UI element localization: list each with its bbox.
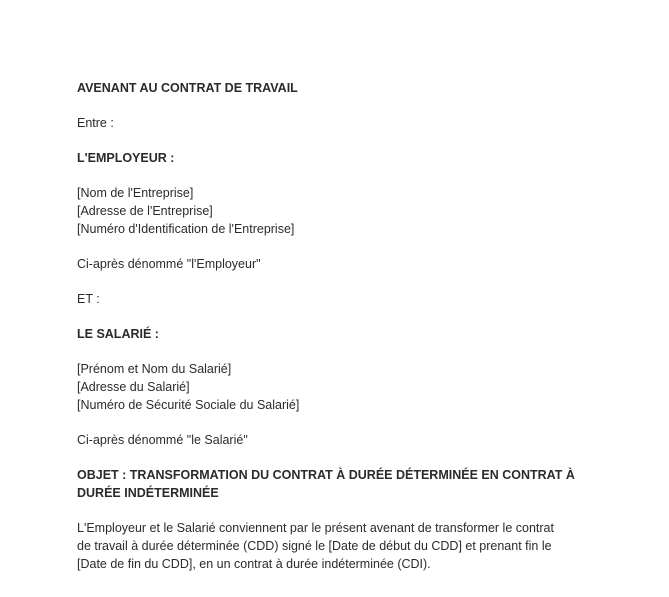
employeur-details xyxy=(77,184,597,238)
document-title: AVENANT AU CONTRAT DE TRAVAIL xyxy=(77,81,298,95)
salarie-ssn: [Numéro de Sécurité Sociale du Salarié] xyxy=(77,398,300,412)
salarie-details xyxy=(77,360,597,414)
salarie-designation: Ci-après dénommé "le Salarié" xyxy=(77,433,248,447)
employeur-id: [Numéro d'Identification de l'Entreprise] xyxy=(77,222,295,236)
transformation-paragraph: L'Employeur et le Salarié conviennent par le présent avenant de transformer le contrat de travail à durée déterminée (CDD) signé le [Date de début du CDD] et prenant fin le [Date de fin du CDD], en un contrat à durée indéterminée (CDI). xyxy=(77,521,554,571)
employeur-designation: Ci-après dénommé "l'Employeur" xyxy=(77,257,261,271)
salarie-heading: LE SALARIÉ : xyxy=(77,327,159,341)
document-body xyxy=(77,79,597,573)
objet-heading: OBJET : TRANSFORMATION DU CONTRAT À DURÉE DÉTERMINÉE EN CONTRAT À DURÉE INDÉTERMINÉE xyxy=(77,468,575,500)
entre-label: Entre : xyxy=(77,116,114,130)
employeur-address: [Adresse de l'Entreprise] xyxy=(77,204,213,218)
salarie-name: [Prénom et Nom du Salarié] xyxy=(77,362,232,376)
employeur-name: [Nom de l'Entreprise] xyxy=(77,186,194,200)
et-label: ET : xyxy=(77,292,100,306)
salarie-address: [Adresse du Salarié] xyxy=(77,380,190,394)
employeur-heading: L'EMPLOYEUR : xyxy=(77,151,175,165)
